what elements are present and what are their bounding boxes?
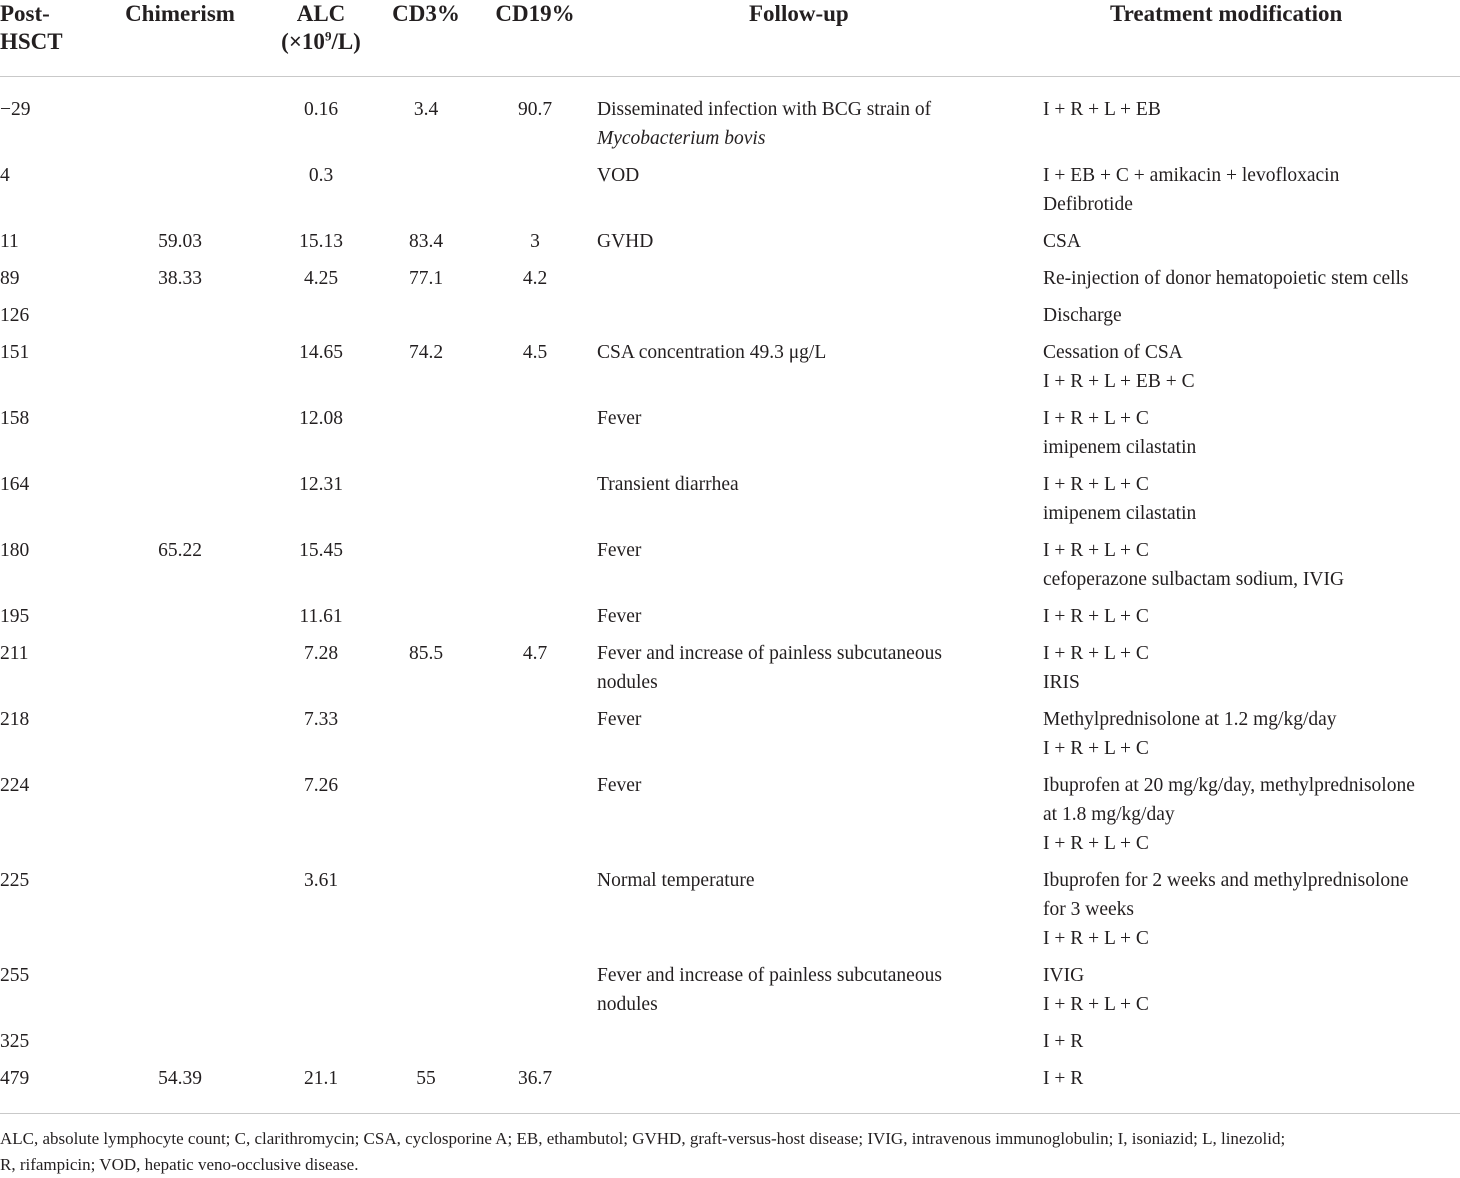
cell-follow-up-line: Fever	[597, 408, 642, 429]
cell-alc	[265, 297, 377, 334]
cell-day: 151	[0, 342, 30, 363]
header-follow-up: Follow-up	[595, 0, 1032, 77]
cell-treatment-line: IVIG	[1043, 965, 1085, 986]
header-row	[0, 0, 1460, 77]
cell-cd3	[377, 532, 475, 598]
cell-chimerism: 59.03	[158, 231, 202, 252]
cell-cd19	[475, 957, 595, 1023]
cell-follow-up	[595, 223, 1032, 260]
footnote-line1: ALC, absolute lymphocyte count; C, clarithromycin; CSA, cyclosporine A; EB, ethambutol; GVHD, graft-versus-host disease; IVIG, intravenous immunoglobulin; I, isoniazid; L, linezolid;	[0, 1129, 1286, 1148]
cell-cd3: 85.5	[408, 643, 444, 664]
cell-treatment-line: I + EB + C + amikacin + levofloxacin	[1043, 165, 1340, 186]
cell-chimerism	[95, 862, 265, 957]
cell-treatment-line: I + R + L + C	[1043, 474, 1149, 495]
cell-treatment-line: Re-injection of donor hematopoietic stem cells	[1043, 268, 1409, 289]
cell-alc: 7.33	[303, 709, 339, 730]
cell-treatment-line: I + R + L + C	[1043, 994, 1149, 1015]
cell-treatment-line: I + R + L + EB + C	[1043, 371, 1195, 392]
header-alc-line2	[265, 28, 377, 56]
table-row	[0, 466, 1460, 532]
cell-alc: 14.65	[299, 342, 343, 363]
cell-cd19: 4.7	[522, 643, 548, 664]
cell-alc: 0.3	[308, 165, 334, 186]
footnote-line2: R, rifampicin; VOD, hepatic veno-occlusive disease.	[0, 1155, 359, 1174]
cell-follow-up-line: CSA concentration 49.3 μg/L	[597, 342, 827, 363]
cell-treatment-line: I + R	[1043, 1031, 1084, 1052]
cell-cd19	[475, 400, 595, 466]
cell-follow-up	[595, 767, 1032, 862]
cell-treatment-line: I + R + L + C	[1043, 833, 1149, 854]
cell-treatment	[1032, 598, 1460, 635]
cell-treatment-line: CSA	[1043, 231, 1081, 252]
cell-treatment-line: imipenem cilastatin	[1043, 437, 1197, 458]
cell-treatment-line: Ibuprofen for 2 weeks and methylprednisolone	[1043, 870, 1409, 891]
cell-treatment-line: Ibuprofen at 20 mg/kg/day, methylprednisolone	[1043, 775, 1415, 796]
cell-chimerism: 38.33	[158, 268, 202, 289]
table-row	[0, 223, 1460, 260]
header-cd19: CD19%	[475, 0, 595, 77]
cell-day: 479	[0, 1068, 30, 1089]
cell-treatment-line: Cessation of CSA	[1043, 342, 1183, 363]
table-row	[0, 77, 1460, 158]
cell-alc	[265, 957, 377, 1023]
cell-cd3: 74.2	[408, 342, 444, 363]
table-row	[0, 1060, 1460, 1107]
cell-cd3	[377, 157, 475, 223]
table-row	[0, 598, 1460, 635]
cell-alc	[265, 1023, 377, 1060]
cell-treatment-line: I + R + L + C	[1043, 606, 1149, 627]
cell-cd3: 3.4	[413, 99, 439, 120]
cell-follow-up-line: Fever and increase of painless subcutaneous	[597, 643, 942, 664]
cell-treatment-line: I + R + L + C	[1043, 738, 1149, 759]
cell-day: 11	[0, 231, 19, 252]
cell-cd19: 36.7	[517, 1068, 553, 1089]
cell-day: 224	[0, 775, 30, 796]
cell-alc: 11.61	[299, 606, 343, 627]
cell-cd19: 3	[530, 231, 540, 252]
cell-day: 218	[0, 709, 30, 730]
cell-chimerism: 65.22	[158, 540, 202, 561]
cell-day: 126	[0, 305, 30, 326]
cell-follow-up	[595, 635, 1032, 701]
cell-chimerism: 54.39	[158, 1068, 202, 1089]
cell-treatment	[1032, 1023, 1460, 1060]
cell-follow-up-line: Fever	[597, 606, 642, 627]
cell-cd19	[475, 1023, 595, 1060]
cell-follow-up-line: Fever	[597, 709, 642, 730]
cell-treatment-line: IRIS	[1043, 672, 1080, 693]
cell-alc: 4.25	[303, 268, 339, 289]
cell-follow-up-line: Normal temperature	[597, 870, 755, 891]
cell-follow-up-italic: Mycobacterium bovis	[597, 128, 766, 149]
cell-cd19	[475, 532, 595, 598]
cell-chimerism	[95, 77, 265, 158]
header-alc-line1: ALC	[296, 1, 346, 26]
cell-alc: 21.1	[303, 1068, 339, 1089]
table-row	[0, 701, 1460, 767]
cell-follow-up	[595, 532, 1032, 598]
table-row	[0, 957, 1460, 1023]
cell-cd3	[377, 701, 475, 767]
header-alc-unit-pre: (×10	[281, 29, 325, 54]
header-cd3: CD3%	[377, 0, 475, 77]
cell-chimerism	[95, 157, 265, 223]
cell-follow-up-line: VOD	[597, 165, 640, 186]
table-row	[0, 862, 1460, 957]
cell-follow-up-line: nodules	[597, 672, 658, 693]
cell-follow-up	[595, 701, 1032, 767]
cell-follow-up-line: Fever	[597, 775, 642, 796]
cell-treatment-line: Discharge	[1043, 305, 1122, 326]
cell-cd3: 77.1	[408, 268, 444, 289]
cell-day: 255	[0, 965, 30, 986]
cell-treatment	[1032, 767, 1460, 862]
cell-day: 225	[0, 870, 30, 891]
cell-cd19: 90.7	[517, 99, 553, 120]
cell-cd19: 4.2	[522, 268, 548, 289]
cell-day: 89	[0, 268, 20, 289]
cell-follow-up-line: Transient diarrhea	[597, 474, 739, 495]
cell-chimerism	[95, 701, 265, 767]
cell-treatment	[1032, 532, 1460, 598]
table-row	[0, 297, 1460, 334]
cell-follow-up	[595, 297, 1032, 334]
cell-treatment	[1032, 400, 1460, 466]
table-row	[0, 260, 1460, 297]
cell-treatment-line: I + R + L + C	[1043, 928, 1149, 949]
cell-day: 325	[0, 1031, 30, 1052]
cell-cd19	[475, 862, 595, 957]
cell-chimerism	[95, 635, 265, 701]
cell-treatment-line: imipenem cilastatin	[1043, 503, 1197, 524]
cell-follow-up	[595, 466, 1032, 532]
cell-follow-up	[595, 1060, 1032, 1107]
header-alc-unit-sup: 9	[324, 28, 332, 44]
cell-treatment-line: I + R	[1043, 1068, 1084, 1089]
cell-cd19: 4.5	[522, 342, 548, 363]
cell-chimerism	[95, 1023, 265, 1060]
cell-chimerism	[95, 297, 265, 334]
cell-treatment	[1032, 1060, 1460, 1107]
table-row	[0, 532, 1460, 598]
header-post-hsct-line1: Post-	[0, 1, 50, 26]
cell-cd19	[475, 767, 595, 862]
cell-chimerism	[95, 598, 265, 635]
cell-treatment	[1032, 77, 1460, 158]
cell-treatment	[1032, 957, 1460, 1023]
cell-treatment-line: Methylprednisolone at 1.2 mg/kg/day	[1043, 709, 1337, 730]
cell-treatment	[1032, 635, 1460, 701]
cell-cd3	[377, 862, 475, 957]
table-row	[0, 1023, 1460, 1060]
cell-cd3	[377, 767, 475, 862]
cell-chimerism	[95, 400, 265, 466]
cell-treatment	[1032, 223, 1460, 260]
cell-follow-up	[595, 862, 1032, 957]
cell-cd3	[377, 297, 475, 334]
cell-treatment-line: for 3 weeks	[1043, 899, 1134, 920]
cell-treatment-line: I + R + L + EB	[1043, 99, 1161, 120]
cell-cd3: 55	[416, 1068, 436, 1089]
cell-treatment-line: Defibrotide	[1043, 194, 1133, 215]
cell-alc: 15.13	[299, 231, 343, 252]
cell-treatment	[1032, 157, 1460, 223]
cell-cd19	[475, 466, 595, 532]
cell-follow-up-line: Fever	[597, 540, 642, 561]
cell-follow-up	[595, 598, 1032, 635]
table-body	[0, 77, 1460, 1108]
cell-treatment	[1032, 297, 1460, 334]
cell-cd3	[377, 957, 475, 1023]
cell-alc: 12.31	[299, 474, 343, 495]
cell-cd19	[475, 701, 595, 767]
cell-chimerism	[95, 767, 265, 862]
cell-day: 164	[0, 474, 30, 495]
cell-alc: 3.61	[303, 870, 339, 891]
cell-follow-up	[595, 77, 1032, 158]
table-footnote	[0, 1113, 1460, 1178]
cell-follow-up-line: nodules	[597, 994, 658, 1015]
cell-cd3	[377, 466, 475, 532]
cell-treatment	[1032, 862, 1460, 957]
cell-follow-up-line: Fever and increase of painless subcutaneous	[597, 965, 942, 986]
cell-cd19	[475, 297, 595, 334]
cell-cd19	[475, 598, 595, 635]
cell-follow-up-line: Disseminated infection with BCG strain of	[597, 99, 932, 120]
cell-follow-up	[595, 1023, 1032, 1060]
cell-cd3	[377, 400, 475, 466]
cell-treatment-line: I + R + L + C	[1043, 408, 1149, 429]
table-header	[0, 0, 1460, 77]
cell-treatment	[1032, 466, 1460, 532]
cell-alc: 7.28	[303, 643, 339, 664]
cell-alc: 15.45	[299, 540, 343, 561]
cell-follow-up	[595, 157, 1032, 223]
cell-treatment-line: I + R + L + C	[1043, 643, 1149, 664]
cell-day: 4	[0, 165, 10, 186]
cell-cd3: 83.4	[408, 231, 444, 252]
table-row	[0, 400, 1460, 466]
cell-treatment-line: I + R + L + C	[1043, 540, 1149, 561]
table-row	[0, 635, 1460, 701]
cell-follow-up	[595, 260, 1032, 297]
cell-chimerism	[95, 334, 265, 400]
cell-chimerism	[95, 466, 265, 532]
cell-day: −29	[0, 99, 31, 120]
header-chimerism: Chimerism	[95, 0, 265, 77]
cell-follow-up	[595, 957, 1032, 1023]
cell-day: 180	[0, 540, 30, 561]
cell-treatment	[1032, 701, 1460, 767]
header-treatment: Treatment modification	[1032, 0, 1460, 77]
cell-treatment-line: cefoperazone sulbactam sodium, IVIG	[1043, 569, 1345, 590]
header-post-hsct-line2: HSCT	[0, 29, 63, 54]
cell-alc: 12.08	[299, 408, 343, 429]
cell-alc: 0.16	[303, 99, 339, 120]
cell-follow-up	[595, 334, 1032, 400]
cell-treatment	[1032, 260, 1460, 297]
header-alc	[265, 0, 377, 77]
table-row	[0, 157, 1460, 223]
cell-cd19	[475, 157, 595, 223]
cell-day: 195	[0, 606, 30, 627]
cell-chimerism	[95, 957, 265, 1023]
cell-cd3	[377, 1023, 475, 1060]
cell-treatment	[1032, 334, 1460, 400]
cell-day: 158	[0, 408, 30, 429]
cell-alc: 7.26	[303, 775, 339, 796]
header-alc-unit-post: /L)	[331, 29, 361, 54]
table-row	[0, 767, 1460, 862]
cell-cd3	[377, 598, 475, 635]
table-row	[0, 334, 1460, 400]
header-post-hsct	[0, 0, 95, 77]
cell-day: 211	[0, 643, 29, 664]
cell-treatment-line: at 1.8 mg/kg/day	[1043, 804, 1175, 825]
cell-follow-up-line: GVHD	[597, 231, 654, 252]
cell-follow-up	[595, 400, 1032, 466]
